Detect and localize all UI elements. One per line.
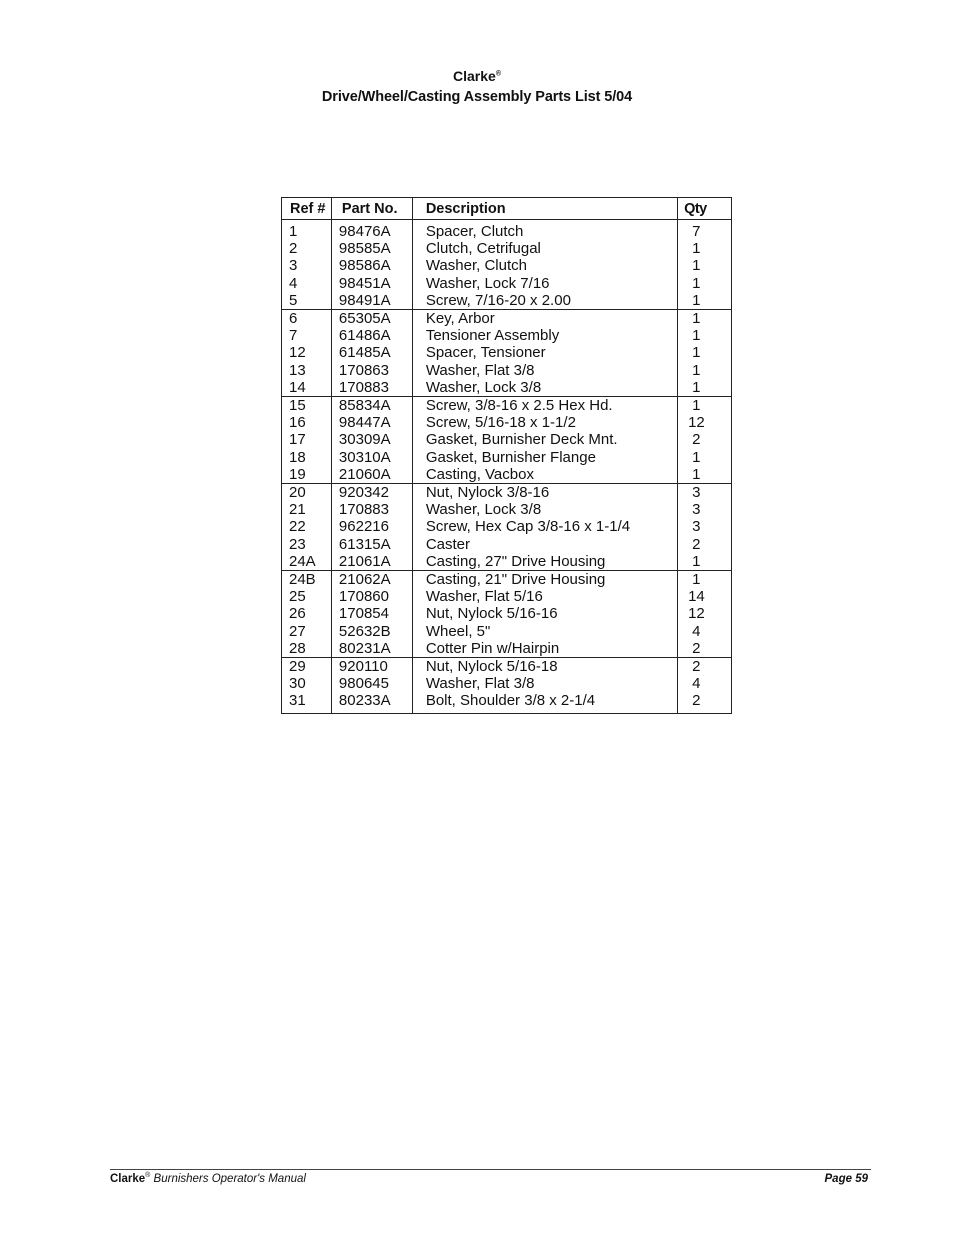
ref-cell: 25 [282, 588, 332, 605]
qty-cell: 3 [678, 518, 732, 535]
table-row [282, 397, 732, 415]
part-no-cell: 30310A [331, 449, 412, 466]
description-cell: Washer, Lock 3/8 [412, 501, 677, 518]
qty-cell: 12 [678, 605, 732, 622]
description-cell: Bolt, Shoulder 3/8 x 2-1/4 [412, 692, 677, 713]
ref-cell: 19 [282, 466, 332, 484]
table-row [282, 310, 732, 328]
qty-cell: 3 [678, 501, 732, 518]
description-cell: Spacer, Tensioner [412, 344, 677, 361]
qty-cell: 1 [678, 571, 732, 589]
page-title: Drive/Wheel/Casting Assembly Parts List 5/04 [321, 89, 633, 105]
description-cell: Screw, 5/16-18 x 1-1/2 [412, 414, 677, 431]
description-cell: Nut, Nylock 5/16-18 [412, 658, 677, 676]
ref-cell: 24A [282, 553, 332, 571]
ref-cell: 14 [282, 379, 332, 397]
ref-cell: 17 [282, 431, 332, 448]
part-no-cell: 30309A [331, 431, 412, 448]
ref-cell: 31 [282, 692, 332, 713]
ref-cell: 20 [282, 484, 332, 502]
description-cell: Nut, Nylock 5/16-16 [412, 605, 677, 622]
qty-cell: 1 [678, 466, 732, 484]
ref-cell: 15 [282, 397, 332, 415]
qty-cell: 2 [678, 536, 732, 553]
description-cell: Washer, Flat 3/8 [412, 675, 677, 692]
column-header-description: Description [412, 198, 677, 220]
qty-cell: 1 [678, 553, 732, 571]
part-no-cell: 170860 [331, 588, 412, 605]
ref-cell: 3 [282, 257, 332, 274]
part-no-cell: 98585A [331, 240, 412, 257]
description-cell: Gasket, Burnisher Flange [412, 449, 677, 466]
qty-cell: 4 [678, 623, 732, 640]
qty-cell: 1 [678, 362, 732, 379]
description-cell: Wheel, 5" [412, 623, 677, 640]
column-header-ref: Ref # [282, 198, 332, 220]
table-row [282, 588, 732, 605]
qty-cell: 2 [678, 692, 732, 713]
table-row [282, 431, 732, 448]
part-no-cell: 21060A [331, 466, 412, 484]
ref-cell: 28 [282, 640, 332, 658]
footer-manual-title [110, 1173, 306, 1185]
table-row [282, 605, 732, 622]
table-row [282, 518, 732, 535]
page-brand [0, 68, 954, 84]
column-header-part-no: Part No. [331, 198, 412, 220]
description-cell: Washer, Lock 7/16 [412, 275, 677, 292]
description-cell: Casting, 21" Drive Housing [412, 571, 677, 589]
part-no-cell: 85834A [331, 397, 412, 415]
ref-cell: 12 [282, 344, 332, 361]
table-row [282, 536, 732, 553]
ref-cell: 29 [282, 658, 332, 676]
ref-cell: 7 [282, 327, 332, 344]
ref-cell: 4 [282, 275, 332, 292]
qty-cell: 4 [678, 675, 732, 692]
table-row [282, 362, 732, 379]
qty-cell: 1 [678, 327, 732, 344]
table-row [282, 379, 732, 397]
footer-divider [110, 1169, 871, 1170]
ref-cell: 16 [282, 414, 332, 431]
table-header-row [282, 198, 732, 220]
ref-cell: 23 [282, 536, 332, 553]
ref-cell: 1 [282, 220, 332, 241]
qty-cell: 2 [678, 640, 732, 658]
table-row [282, 658, 732, 676]
ref-cell: 21 [282, 501, 332, 518]
table-row [282, 275, 732, 292]
table-row [282, 675, 732, 692]
part-no-cell: 80231A [331, 640, 412, 658]
part-no-cell: 80233A [331, 692, 412, 713]
part-no-cell: 98447A [331, 414, 412, 431]
description-cell: Cotter Pin w/Hairpin [412, 640, 677, 658]
ref-cell: 30 [282, 675, 332, 692]
ref-cell: 13 [282, 362, 332, 379]
part-no-cell: 170863 [331, 362, 412, 379]
parts-table [281, 197, 732, 714]
description-cell: Washer, Flat 5/16 [412, 588, 677, 605]
part-no-cell: 170854 [331, 605, 412, 622]
qty-cell: 2 [678, 658, 732, 676]
qty-cell: 1 [678, 257, 732, 274]
qty-cell: 1 [678, 292, 732, 310]
table-row [282, 553, 732, 571]
part-no-cell: 61315A [331, 536, 412, 553]
description-cell: Spacer, Clutch [412, 220, 677, 241]
part-no-cell: 962216 [331, 518, 412, 535]
description-cell: Washer, Clutch [412, 257, 677, 274]
ref-cell: 6 [282, 310, 332, 328]
part-no-cell: 98476A [331, 220, 412, 241]
footer-brand: Clarke [110, 1173, 146, 1185]
column-header-qty: Qty [678, 198, 732, 220]
qty-cell: 1 [678, 275, 732, 292]
part-no-cell: 170883 [331, 379, 412, 397]
part-no-cell: 980645 [331, 675, 412, 692]
description-cell: Casting, Vacbox [412, 466, 677, 484]
description-cell: Nut, Nylock 3/8-16 [412, 484, 677, 502]
part-no-cell: 98586A [331, 257, 412, 274]
part-no-cell: 65305A [331, 310, 412, 328]
qty-cell: 1 [678, 397, 732, 415]
ref-cell: 26 [282, 605, 332, 622]
qty-cell: 1 [678, 240, 732, 257]
footer-registered-mark: ® [145, 1172, 151, 1180]
table-row [282, 640, 732, 658]
part-no-cell: 98451A [331, 275, 412, 292]
qty-cell: 2 [678, 431, 732, 448]
registered-mark: ® [495, 70, 501, 78]
qty-cell: 3 [678, 484, 732, 502]
part-no-cell: 21061A [331, 553, 412, 571]
part-no-cell: 21062A [331, 571, 412, 589]
table-row [282, 327, 732, 344]
qty-cell: 1 [678, 449, 732, 466]
description-cell: Clutch, Cetrifugal [412, 240, 677, 257]
part-no-cell: 52632B [331, 623, 412, 640]
description-cell: Caster [412, 536, 677, 553]
description-cell: Screw, Hex Cap 3/8-16 x 1-1/4 [412, 518, 677, 535]
part-no-cell: 920342 [331, 484, 412, 502]
table-row [282, 240, 732, 257]
table-row [282, 484, 732, 502]
qty-cell: 1 [678, 344, 732, 361]
part-no-cell: 61486A [331, 327, 412, 344]
table-row [282, 292, 732, 310]
description-cell: Screw, 7/16-20 x 2.00 [412, 292, 677, 310]
ref-cell: 18 [282, 449, 332, 466]
parts-table-body [282, 220, 732, 714]
ref-cell: 2 [282, 240, 332, 257]
ref-cell: 27 [282, 623, 332, 640]
description-cell: Key, Arbor [412, 310, 677, 328]
table-row [282, 571, 732, 589]
qty-cell: 14 [678, 588, 732, 605]
description-cell: Screw, 3/8-16 x 2.5 Hex Hd. [412, 397, 677, 415]
qty-cell: 1 [678, 310, 732, 328]
ref-cell: 22 [282, 518, 332, 535]
table-row [282, 466, 732, 484]
qty-cell: 12 [678, 414, 732, 431]
ref-cell: 5 [282, 292, 332, 310]
footer-manual-name: Burnishers Operator's Manual [153, 1173, 306, 1185]
table-row [282, 220, 732, 241]
table-row [282, 623, 732, 640]
table-row [282, 449, 732, 466]
ref-cell: 24B [282, 571, 332, 589]
qty-cell: 7 [678, 220, 732, 241]
part-no-cell: 61485A [331, 344, 412, 361]
part-no-cell: 98491A [331, 292, 412, 310]
table-row [282, 414, 732, 431]
qty-cell: 1 [678, 379, 732, 397]
table-row [282, 501, 732, 518]
brand-name: Clarke [453, 68, 496, 84]
description-cell: Tensioner Assembly [412, 327, 677, 344]
table-row [282, 344, 732, 361]
description-cell: Casting, 27" Drive Housing [412, 553, 677, 571]
description-cell: Washer, Lock 3/8 [412, 379, 677, 397]
footer-page-number: Page 59 [824, 1173, 868, 1185]
part-no-cell: 920110 [331, 658, 412, 676]
table-row [282, 257, 732, 274]
description-cell: Washer, Flat 3/8 [412, 362, 677, 379]
description-cell: Gasket, Burnisher Deck Mnt. [412, 431, 677, 448]
part-no-cell: 170883 [331, 501, 412, 518]
table-row [282, 692, 732, 713]
